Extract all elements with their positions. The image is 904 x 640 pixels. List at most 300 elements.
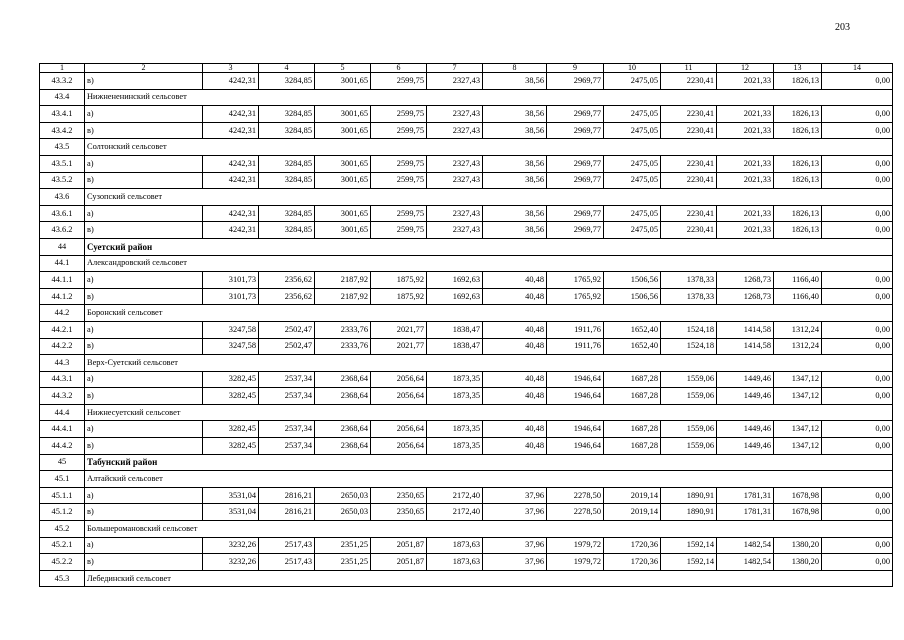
value-cell: 2517,43 [259,554,315,571]
value-cell: 2021,33 [717,155,774,172]
value-cell: 3284,85 [259,155,315,172]
value-cell: 3284,85 [259,222,315,239]
value-cell: 3282,45 [203,371,259,388]
row-number: 44.1.2 [40,288,85,305]
value-cell: 2969,77 [547,222,604,239]
value-cell: 1678,98 [774,504,822,521]
value-cell: 2021,33 [717,106,774,123]
value-cell: 0,00 [822,155,893,172]
row-number: 43.5.2 [40,172,85,189]
row-label: а) [85,205,203,222]
value-cell: 1652,40 [604,321,661,338]
row-number: 44.3.2 [40,388,85,405]
value-cell: 2475,05 [604,222,661,239]
value-cell: 1559,06 [661,371,717,388]
row-label: в) [85,504,203,521]
value-cell: 2599,75 [371,106,427,123]
value-cell: 1890,91 [661,487,717,504]
value-cell: 1979,72 [547,537,604,554]
value-cell: 4242,31 [203,122,259,139]
value-cell: 1312,24 [774,338,822,355]
value-cell: 2969,77 [547,155,604,172]
row-number: 44.4.1 [40,421,85,438]
header-cell: 1 [40,64,85,73]
row-number: 43.6.2 [40,222,85,239]
value-cell: 1482,54 [717,537,774,554]
value-cell: 1380,20 [774,537,822,554]
value-cell: 1449,46 [717,421,774,438]
district-row [40,454,893,471]
value-cell: 1592,14 [661,537,717,554]
value-cell: 2969,77 [547,106,604,123]
settlement-row [40,521,893,538]
row-label: а) [85,321,203,338]
row-label: в) [85,338,203,355]
value-cell: 2327,43 [427,155,483,172]
value-cell: 2172,40 [427,487,483,504]
row-number: 43.6.1 [40,205,85,222]
table-header-row [40,64,893,73]
row-number: 44.4.2 [40,438,85,455]
row-label: в) [85,388,203,405]
settlement-title: Солтонский сельсовет [85,139,893,156]
value-cell: 2327,43 [427,205,483,222]
row-label: в) [85,122,203,139]
value-cell: 2599,75 [371,205,427,222]
row-number: 45 [40,454,85,471]
value-cell: 1692,63 [427,272,483,289]
value-cell: 40,48 [483,288,547,305]
table-row [40,222,893,239]
value-cell: 1838,47 [427,321,483,338]
value-cell: 2537,34 [259,421,315,438]
value-cell: 1781,31 [717,504,774,521]
value-cell: 4242,31 [203,205,259,222]
value-cell: 40,48 [483,388,547,405]
table-row [40,371,893,388]
value-cell: 37,96 [483,504,547,521]
value-cell: 2327,43 [427,222,483,239]
row-number: 44.4 [40,404,85,421]
value-cell: 2969,77 [547,205,604,222]
value-cell: 37,96 [483,487,547,504]
value-cell: 2368,64 [315,388,371,405]
row-number: 43.4.1 [40,106,85,123]
value-cell: 1347,12 [774,421,822,438]
value-cell: 2537,34 [259,371,315,388]
value-cell: 3531,04 [203,504,259,521]
table-row [40,205,893,222]
value-cell: 1826,13 [774,222,822,239]
row-number: 44.2.2 [40,338,85,355]
value-cell: 2599,75 [371,73,427,90]
value-cell: 0,00 [822,288,893,305]
value-cell: 0,00 [822,438,893,455]
value-cell: 1524,18 [661,321,717,338]
value-cell: 1414,58 [717,338,774,355]
value-cell: 1482,54 [717,554,774,571]
value-cell: 2327,43 [427,106,483,123]
value-cell: 3001,65 [315,155,371,172]
row-number: 43.4 [40,89,85,106]
value-cell: 0,00 [822,537,893,554]
value-cell: 2969,77 [547,122,604,139]
row-number: 45.1.2 [40,504,85,521]
value-cell: 1449,46 [717,388,774,405]
header-cell: 5 [315,64,371,73]
row-label: в) [85,288,203,305]
value-cell: 2021,33 [717,222,774,239]
value-cell: 2021,77 [371,338,427,355]
table-row [40,388,893,405]
value-cell: 1873,63 [427,537,483,554]
row-number: 44 [40,238,85,255]
value-cell: 2350,65 [371,487,427,504]
value-cell: 2230,41 [661,73,717,90]
value-cell: 3284,85 [259,205,315,222]
row-number: 45.2.2 [40,554,85,571]
row-label: а) [85,272,203,289]
value-cell: 2230,41 [661,122,717,139]
header-cell: 11 [661,64,717,73]
value-cell: 2056,64 [371,388,427,405]
row-number: 43.6 [40,189,85,206]
value-cell: 1826,13 [774,73,822,90]
value-cell: 3247,58 [203,321,259,338]
row-number: 44.1.1 [40,272,85,289]
value-cell: 1347,12 [774,388,822,405]
value-cell: 40,48 [483,421,547,438]
table-row [40,122,893,139]
table-row [40,155,893,172]
value-cell: 1378,33 [661,272,717,289]
table-row [40,73,893,90]
row-number: 43.5.1 [40,155,85,172]
value-cell: 2327,43 [427,172,483,189]
value-cell: 2475,05 [604,172,661,189]
table-row [40,421,893,438]
value-cell: 1380,20 [774,554,822,571]
value-cell: 2230,41 [661,172,717,189]
header-cell: 10 [604,64,661,73]
value-cell: 2019,14 [604,504,661,521]
value-cell: 3247,58 [203,338,259,355]
value-cell: 0,00 [822,205,893,222]
value-cell: 1826,13 [774,122,822,139]
value-cell: 2502,47 [259,321,315,338]
row-label: а) [85,371,203,388]
value-cell: 1765,92 [547,272,604,289]
value-cell: 3284,85 [259,106,315,123]
value-cell: 2475,05 [604,155,661,172]
value-cell: 3282,45 [203,388,259,405]
value-cell: 2019,14 [604,487,661,504]
value-cell: 40,48 [483,272,547,289]
value-cell: 1592,14 [661,554,717,571]
value-cell: 2537,34 [259,438,315,455]
value-cell: 0,00 [822,222,893,239]
value-cell: 40,48 [483,321,547,338]
value-cell: 3001,65 [315,172,371,189]
value-cell: 2051,87 [371,537,427,554]
header-cell: 6 [371,64,427,73]
value-cell: 1838,47 [427,338,483,355]
value-cell: 38,56 [483,222,547,239]
value-cell: 1687,28 [604,388,661,405]
value-cell: 1946,64 [547,421,604,438]
value-cell: 2969,77 [547,172,604,189]
value-cell: 1826,13 [774,106,822,123]
value-cell: 4242,31 [203,73,259,90]
value-cell: 1268,73 [717,288,774,305]
value-cell: 2333,76 [315,321,371,338]
value-cell: 2599,75 [371,172,427,189]
row-number: 44.1 [40,255,85,272]
value-cell: 1378,33 [661,288,717,305]
value-cell: 1414,58 [717,321,774,338]
value-cell: 3101,73 [203,288,259,305]
value-cell: 2172,40 [427,504,483,521]
value-cell: 1875,92 [371,272,427,289]
value-cell: 0,00 [822,272,893,289]
value-cell: 1911,76 [547,338,604,355]
header-cell: 2 [85,64,203,73]
value-cell: 2475,05 [604,73,661,90]
table-row [40,554,893,571]
value-cell: 1873,35 [427,371,483,388]
settlement-title: Нижнененинский сельсовет [85,89,893,106]
value-cell: 3001,65 [315,106,371,123]
value-cell: 1559,06 [661,438,717,455]
value-cell: 1268,73 [717,272,774,289]
value-cell: 2021,33 [717,172,774,189]
value-cell: 40,48 [483,371,547,388]
row-label: а) [85,421,203,438]
value-cell: 3101,73 [203,272,259,289]
row-label: в) [85,554,203,571]
row-label: а) [85,106,203,123]
value-cell: 1449,46 [717,371,774,388]
value-cell: 0,00 [822,106,893,123]
value-cell: 2351,25 [315,537,371,554]
value-cell: 1347,12 [774,371,822,388]
value-cell: 2230,41 [661,155,717,172]
value-cell: 1559,06 [661,421,717,438]
value-cell: 1312,24 [774,321,822,338]
value-cell: 4242,31 [203,222,259,239]
row-label: а) [85,537,203,554]
table-row [40,321,893,338]
value-cell: 2327,43 [427,73,483,90]
value-cell: 1687,28 [604,421,661,438]
row-number: 45.3 [40,570,85,587]
value-cell: 1873,35 [427,388,483,405]
value-cell: 2056,64 [371,371,427,388]
row-number: 44.2.1 [40,321,85,338]
value-cell: 1720,36 [604,537,661,554]
value-cell: 38,56 [483,155,547,172]
value-cell: 0,00 [822,122,893,139]
value-cell: 2816,21 [259,487,315,504]
value-cell: 2278,50 [547,504,604,521]
row-number: 44.2 [40,305,85,322]
row-number: 45.1 [40,471,85,488]
value-cell: 1347,12 [774,438,822,455]
settlement-row [40,570,893,587]
value-cell: 1873,35 [427,421,483,438]
value-cell: 40,48 [483,338,547,355]
value-cell: 0,00 [822,421,893,438]
value-cell: 1890,91 [661,504,717,521]
value-cell: 2333,76 [315,338,371,355]
value-cell: 0,00 [822,338,893,355]
header-cell: 13 [774,64,822,73]
settlement-title: Алтайский сельсовет [85,471,893,488]
header-cell: 14 [822,64,893,73]
value-cell: 2187,92 [315,272,371,289]
value-cell: 1946,64 [547,371,604,388]
value-cell: 38,56 [483,205,547,222]
settlement-row [40,255,893,272]
row-number: 45.1.1 [40,487,85,504]
value-cell: 1765,92 [547,288,604,305]
district-row [40,238,893,255]
district-title: Суетский район [85,238,893,255]
value-cell: 3284,85 [259,172,315,189]
settlement-title: Лебединский сельсовет [85,570,893,587]
value-cell: 1687,28 [604,438,661,455]
table-row [40,537,893,554]
value-cell: 1873,63 [427,554,483,571]
value-cell: 2021,33 [717,73,774,90]
value-cell: 2969,77 [547,73,604,90]
value-cell: 1678,98 [774,487,822,504]
value-cell: 1692,63 [427,288,483,305]
value-cell: 3001,65 [315,205,371,222]
value-cell: 37,96 [483,537,547,554]
value-cell: 3531,04 [203,487,259,504]
value-cell: 2327,43 [427,122,483,139]
value-cell: 2475,05 [604,205,661,222]
value-cell: 2187,92 [315,288,371,305]
value-cell: 1781,31 [717,487,774,504]
value-cell: 4242,31 [203,155,259,172]
value-cell: 1449,46 [717,438,774,455]
settlement-title: Сузопский сельсовет [85,189,893,206]
value-cell: 38,56 [483,106,547,123]
settlement-row [40,355,893,372]
value-cell: 2502,47 [259,338,315,355]
value-cell: 2021,77 [371,321,427,338]
header-cell: 7 [427,64,483,73]
row-label: в) [85,222,203,239]
row-label: в) [85,172,203,189]
value-cell: 2368,64 [315,371,371,388]
row-number: 45.2 [40,521,85,538]
value-cell: 3001,65 [315,122,371,139]
value-cell: 2816,21 [259,504,315,521]
value-cell: 2517,43 [259,537,315,554]
value-cell: 38,56 [483,122,547,139]
row-label: а) [85,155,203,172]
value-cell: 2356,62 [259,288,315,305]
value-cell: 38,56 [483,172,547,189]
value-cell: 2368,64 [315,421,371,438]
header-cell: 9 [547,64,604,73]
value-cell: 3001,65 [315,222,371,239]
value-cell: 3282,45 [203,438,259,455]
value-cell: 1946,64 [547,388,604,405]
table-row [40,438,893,455]
table-row [40,272,893,289]
value-cell: 2599,75 [371,222,427,239]
settlement-title: Боронский сельсовет [85,305,893,322]
table-row [40,288,893,305]
table-row [40,172,893,189]
tariff-table [39,63,893,587]
settlement-title: Большеромановский сельсовет [85,521,893,538]
value-cell: 1524,18 [661,338,717,355]
settlement-row [40,189,893,206]
value-cell: 1911,76 [547,321,604,338]
value-cell: 2056,64 [371,438,427,455]
settlement-row [40,471,893,488]
table-row [40,487,893,504]
value-cell: 0,00 [822,172,893,189]
value-cell: 2021,33 [717,205,774,222]
value-cell: 4242,31 [203,172,259,189]
value-cell: 1873,35 [427,438,483,455]
value-cell: 0,00 [822,371,893,388]
value-cell: 2650,03 [315,504,371,521]
value-cell: 1506,56 [604,272,661,289]
row-number: 44.3 [40,355,85,372]
value-cell: 3284,85 [259,122,315,139]
value-cell: 2650,03 [315,487,371,504]
value-cell: 1826,13 [774,172,822,189]
value-cell: 0,00 [822,554,893,571]
value-cell: 2475,05 [604,122,661,139]
table-row [40,106,893,123]
value-cell: 1166,40 [774,272,822,289]
value-cell: 38,56 [483,73,547,90]
value-cell: 1559,06 [661,388,717,405]
value-cell: 1652,40 [604,338,661,355]
value-cell: 3284,85 [259,73,315,90]
row-number: 44.3.1 [40,371,85,388]
value-cell: 0,00 [822,321,893,338]
value-cell: 2599,75 [371,155,427,172]
value-cell: 4242,31 [203,106,259,123]
value-cell: 2056,64 [371,421,427,438]
value-cell: 2475,05 [604,106,661,123]
value-cell: 2599,75 [371,122,427,139]
row-label: в) [85,73,203,90]
value-cell: 2350,65 [371,504,427,521]
value-cell: 2351,25 [315,554,371,571]
value-cell: 0,00 [822,504,893,521]
table-row [40,504,893,521]
header-cell: 8 [483,64,547,73]
value-cell: 1166,40 [774,288,822,305]
value-cell: 2537,34 [259,388,315,405]
value-cell: 1720,36 [604,554,661,571]
header-cell: 12 [717,64,774,73]
settlement-row [40,305,893,322]
row-number: 43.3.2 [40,73,85,90]
value-cell: 2230,41 [661,106,717,123]
settlement-row [40,404,893,421]
